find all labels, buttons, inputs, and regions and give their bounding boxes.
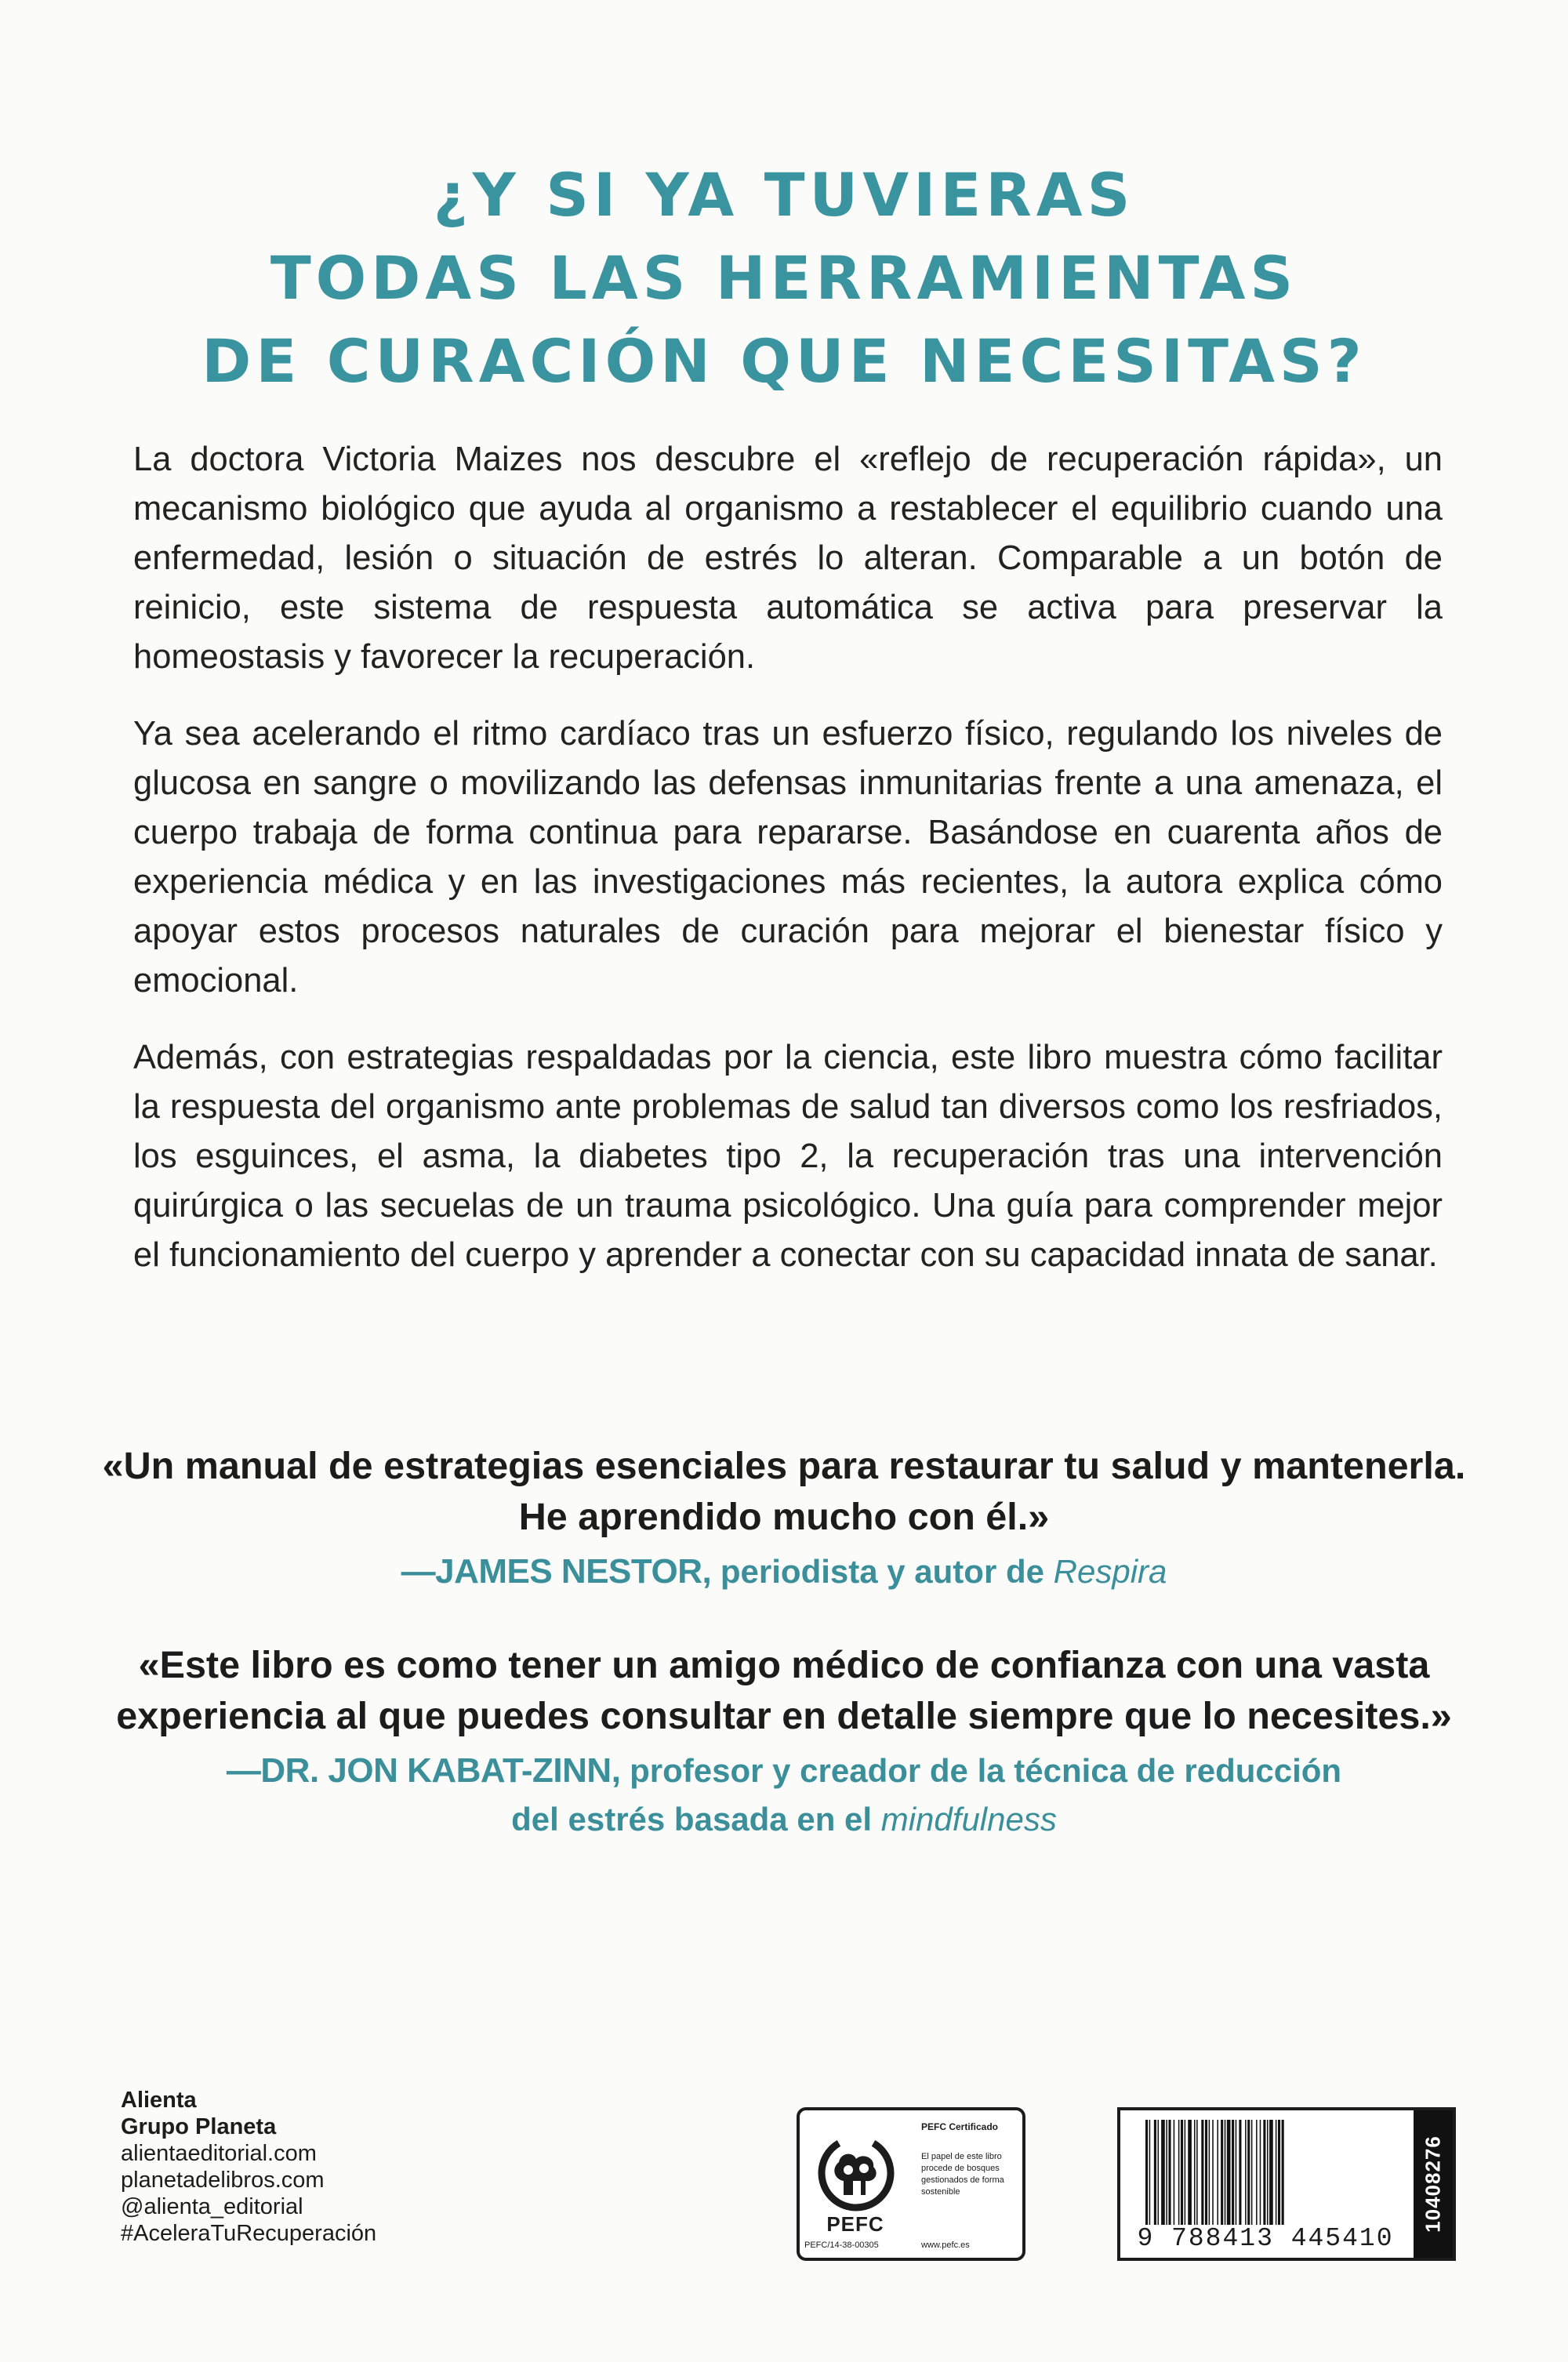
barcode-bar <box>1282 2120 1284 2225</box>
barcode-bar <box>1149 2120 1151 2225</box>
barcode-bar <box>1174 2120 1175 2225</box>
blurb-kabat-zinn-line-2: experiencia al que puedes consultar en detalle siempre que lo necesites.» <box>116 1695 1452 1737</box>
barcode-bar <box>1166 2120 1167 2225</box>
barcode-bar <box>1263 2120 1265 2225</box>
barcode-bar <box>1260 2120 1261 2225</box>
description <box>133 435 1443 1308</box>
barcode-bar <box>1161 2120 1165 2225</box>
barcode-bar <box>1145 2120 1148 2225</box>
publisher-website-1: alientaeditorial.com <box>121 2141 317 2166</box>
barcode-bar <box>1236 2120 1237 2225</box>
barcode-bar <box>1181 2120 1183 2225</box>
barcode-bar <box>1232 2120 1234 2225</box>
barcode-bar <box>1209 2120 1210 2225</box>
publisher-group: Grupo Planeta <box>121 2114 277 2139</box>
barcode-bar <box>1245 2120 1247 2225</box>
barcode-bar <box>1267 2120 1269 2225</box>
publisher-website-2: planetadelibros.com <box>121 2168 325 2193</box>
barcode-bar <box>1239 2120 1241 2225</box>
publisher-info <box>121 2087 376 2247</box>
barcode-bar <box>1256 2120 1258 2225</box>
pefc-certification <box>797 2107 1025 2261</box>
description-paragraph-1: La doctora Victoria Maizes nos descubre el «reflejo de recuperación rápida», un mecanismo biológico que ayuda al organismo a restablecer el equilibrio cuando una enfermedad, lesión o situación de estrés lo alteran. Comparable a un botón de reinicio, este sistema de respuesta automática se activa para preservar la homeostasis y favorecer la recuperación. <box>133 441 1443 676</box>
blurb-kabat-zinn-role: profesor y creador de la técnica de reducción <box>630 1752 1342 1789</box>
blurb-nestor-attribution <box>94 1547 1474 1596</box>
blurb-kabat-zinn-attribution-2 <box>94 1795 1474 1844</box>
blurb-kabat-zinn-work: mindfulness <box>880 1801 1057 1838</box>
blurb-kabat-zinn-author: —DR. JON KABAT-ZINN, <box>226 1751 621 1790</box>
pefc-text: El papel de este libro procede de bosques gestionados de forma sostenible <box>921 2152 1004 2197</box>
barcode-bar <box>1247 2120 1250 2225</box>
barcode <box>1117 2107 1456 2261</box>
barcode-bar <box>1227 2120 1231 2225</box>
blurb-kabat-zinn-line-1: «Este libro es como tener un amigo médico de confianza con una vasta <box>138 1644 1430 1686</box>
barcode-bar <box>1154 2120 1156 2225</box>
description-paragraph-3: Además, con estrategias respaldadas por la ciencia, este libro muestra cómo facilitar la respuesta del organismo ante problemas de salud tan diversos como los resfriados, los esguinces, el asma, la diabetes tipo 2, la recuperación tras una intervención quirúrgica o las secuelas de un trauma psicológico. Una guía para comprender mejor el funcionamiento del cuerpo y aprender a conectar con su capacidad innata de sanar. <box>133 1039 1443 1274</box>
barcode-bar <box>1251 2120 1253 2225</box>
headline-line-3: DE CURACIÓN QUE NECESITAS? <box>201 326 1367 396</box>
blurb-nestor <box>94 1441 1474 1596</box>
barcode-bar <box>1188 2120 1192 2225</box>
barcode-bar <box>1178 2120 1180 2225</box>
barcode-bar <box>1196 2120 1198 2225</box>
headline-line-2: TODAS LAS HERRAMIENTAS <box>270 243 1298 313</box>
headline <box>0 154 1568 403</box>
pefc-code: PEFC/14-38-00305 <box>804 2240 879 2250</box>
barcode-bar <box>1201 2120 1203 2225</box>
barcode-bar <box>1269 2120 1273 2225</box>
barcode-bar <box>1168 2120 1171 2225</box>
blurb-kabat-zinn-role-2: del estrés basada en el <box>511 1801 873 1838</box>
barcode-digits: 9 788413 445410 <box>1137 2224 1394 2253</box>
blurb-nestor-line-1: «Un manual de estrategias esenciales para restaurar tu salud y mantenerla. <box>102 1445 1466 1487</box>
blurb-nestor-author: —JAMES NESTOR, <box>401 1552 712 1591</box>
barcode-bar <box>1221 2120 1223 2225</box>
barcode-bar <box>1278 2120 1280 2225</box>
pefc-tree-icon <box>817 2134 895 2212</box>
headline-line-1: ¿Y SI YA TUVIERAS <box>433 160 1135 230</box>
barcode-bar <box>1185 2120 1186 2225</box>
barcode-bar <box>1205 2120 1207 2225</box>
blurb-nestor-line-2: He aprendido mucho con él.» <box>518 1496 1050 1538</box>
barcode-bar <box>1194 2120 1196 2225</box>
barcode-side-code: 10408276 <box>1421 2135 1445 2233</box>
description-paragraph-2: Ya sea acelerando el ritmo cardíaco tras un esfuerzo físico, regulando los niveles de glucosa en sangre o movilizando las defensas inmunitarias frente a una amenaza, el cuerpo trabaja de forma continua para repararse. Basándose en cuarenta años de experiencia médica y en las investigaciones más recientes, la autora explica cómo apoyar estos procesos naturales de curación para mejorar el bienestar físico y emocional. <box>133 715 1443 1000</box>
barcode-bar <box>1225 2120 1226 2225</box>
blurb-kabat-zinn-attribution <box>94 1747 1474 1795</box>
pefc-web: www.pefc.es <box>921 2240 970 2250</box>
barcode-bar <box>1276 2120 1277 2225</box>
pefc-title: PEFC Certificado <box>921 2121 999 2132</box>
barcode-bars <box>1144 2120 1403 2225</box>
barcode-side-code-box <box>1414 2110 1453 2258</box>
blurb-nestor-role: periodista y autor de <box>720 1553 1044 1590</box>
barcode-bar <box>1158 2120 1160 2225</box>
barcode-bar <box>1217 2120 1218 2225</box>
publisher-name: Alienta <box>121 2088 197 2113</box>
barcode-bar <box>1212 2120 1214 2225</box>
publisher-hashtag: #AceleraTuRecuperación <box>121 2221 377 2246</box>
blurb-nestor-work: Respira <box>1053 1553 1167 1590</box>
publisher-social: @alienta_editorial <box>121 2194 303 2219</box>
pefc-label: PEFC <box>826 2212 884 2236</box>
blurb-kabat-zinn <box>94 1640 1474 1844</box>
